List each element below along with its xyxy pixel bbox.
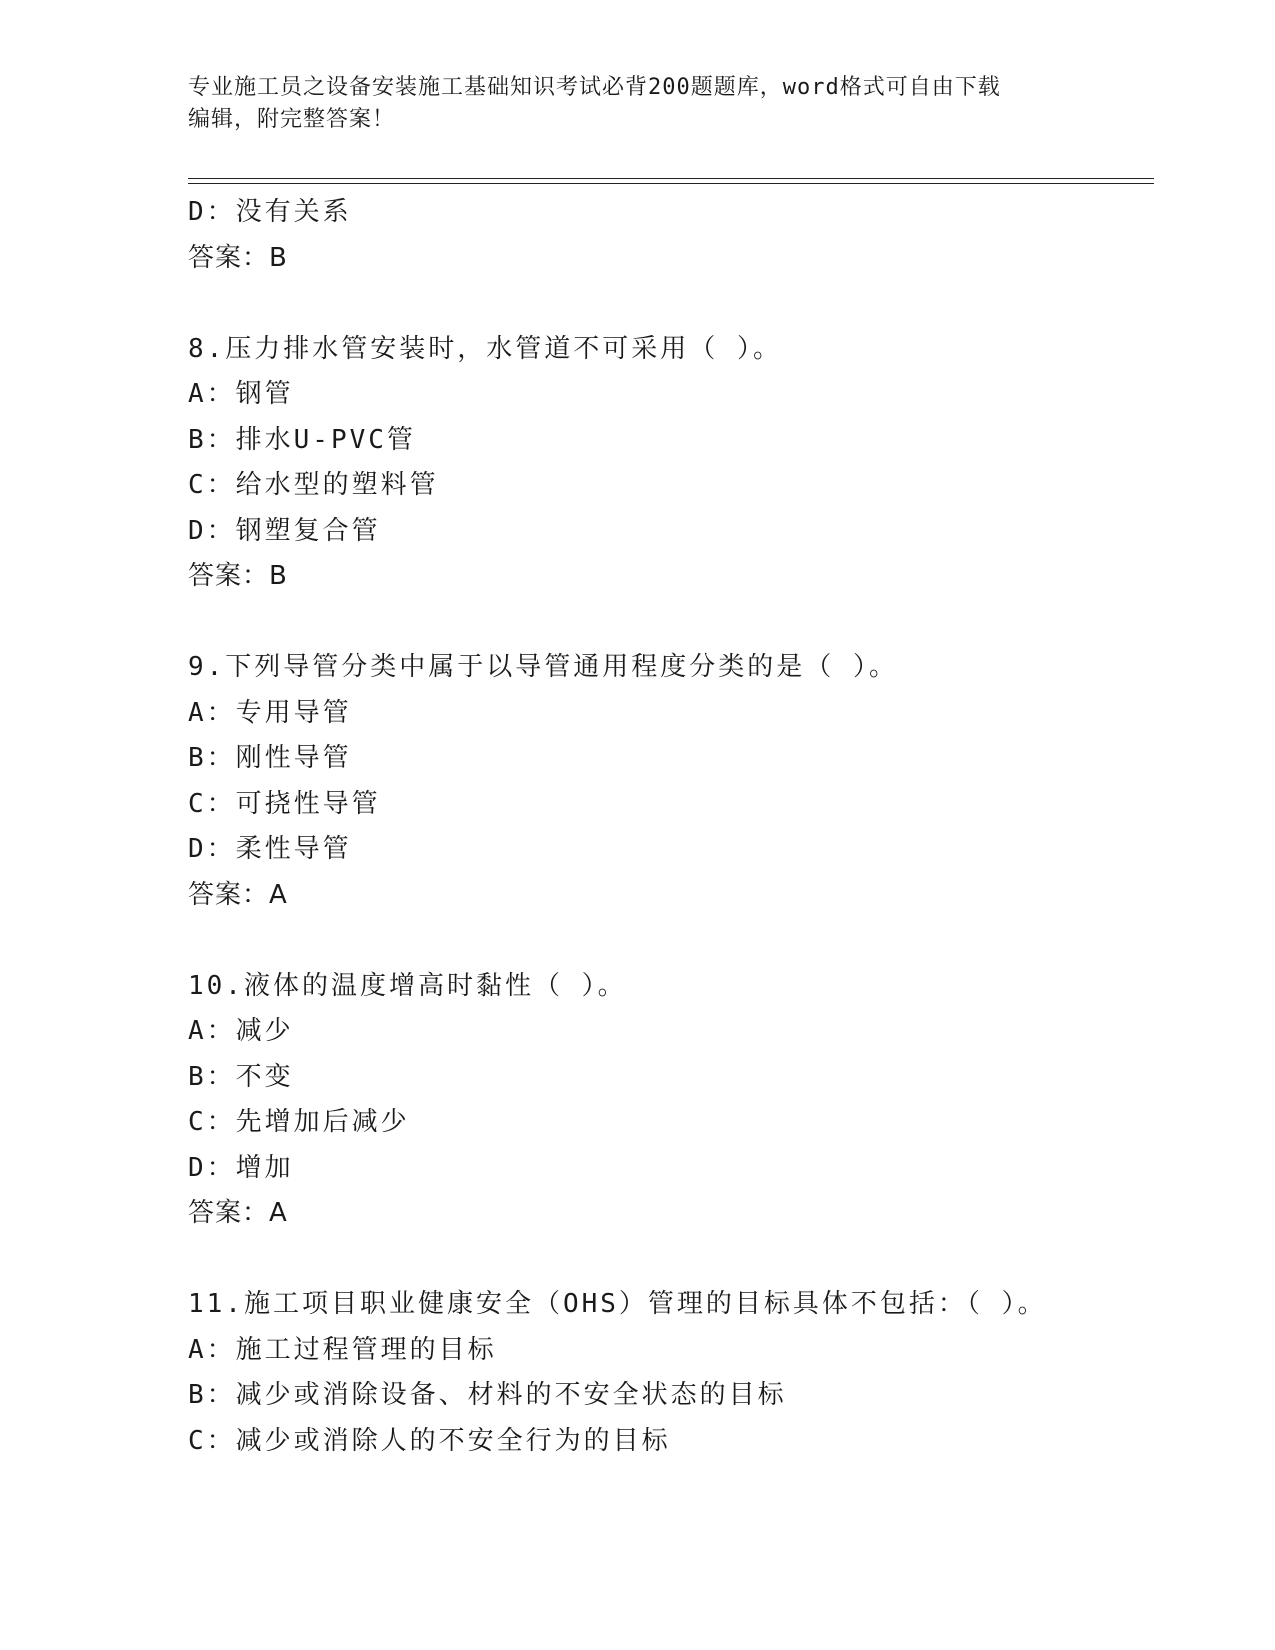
header-divider-bottom [188,183,1154,184]
header-title-line2: 编辑，附完整答案！ [188,107,396,132]
option-d: D：柔性导管 [188,834,352,864]
question-block-11 [188,1282,1154,1464]
question-spacer [188,1237,1154,1283]
question-stem: 11.施工项目职业健康安全（OHS）管理的目标具体不包括：（ ）。 [188,1289,1047,1319]
option-a: A：减少 [188,1016,294,1046]
question-spacer [188,918,1154,964]
answer-line: 答案：A [188,1198,288,1228]
question-stem: 8.压力排水管安装时，水管道不可采用（ ）。 [188,333,782,364]
option-d: D：增加 [188,1152,294,1183]
option-c: C：减少或消除人的不安全行为的目标 [188,1425,671,1456]
question-stem: 10.液体的温度增高时黏性（ ）。 [188,970,627,1001]
option-b: B：刚性导管 [188,743,352,773]
option-b: B：减少或消除设备、材料的不安全状态的目标 [188,1380,787,1410]
question-block-8 [188,327,1154,600]
option-d: D：没有关系 [188,197,352,227]
question-stem: 9.下列导管分类中属于以导管通用程度分类的是（ ）。 [188,652,898,682]
header-divider-top [188,178,1154,179]
option-c: C：先增加后减少 [188,1107,410,1137]
option-a: A：专用导管 [188,697,352,728]
answer-line: 答案：B [188,242,288,273]
option-a: A：钢管 [188,379,294,409]
question-spacer [188,281,1154,327]
option-c: C：可挠性导管 [188,788,381,819]
question-spacer [188,600,1154,646]
question-block-10 [188,964,1154,1237]
question-list [188,190,1154,1464]
document-header [188,72,1078,136]
option-c: C：给水型的塑料管 [188,470,439,500]
option-b: B：不变 [188,1061,294,1092]
answer-line: 答案：B [188,561,288,591]
header-title-line1: 专业施工员之设备安装施工基础知识考试必背200题题库，word格式可自由下载 [188,75,1001,100]
option-b: B：排水U-PVC管 [188,424,416,455]
option-d: D：钢塑复合管 [188,515,381,546]
question-block-9 [188,645,1154,918]
option-a: A：施工过程管理的目标 [188,1334,497,1365]
answer-line: 答案：A [188,879,288,910]
